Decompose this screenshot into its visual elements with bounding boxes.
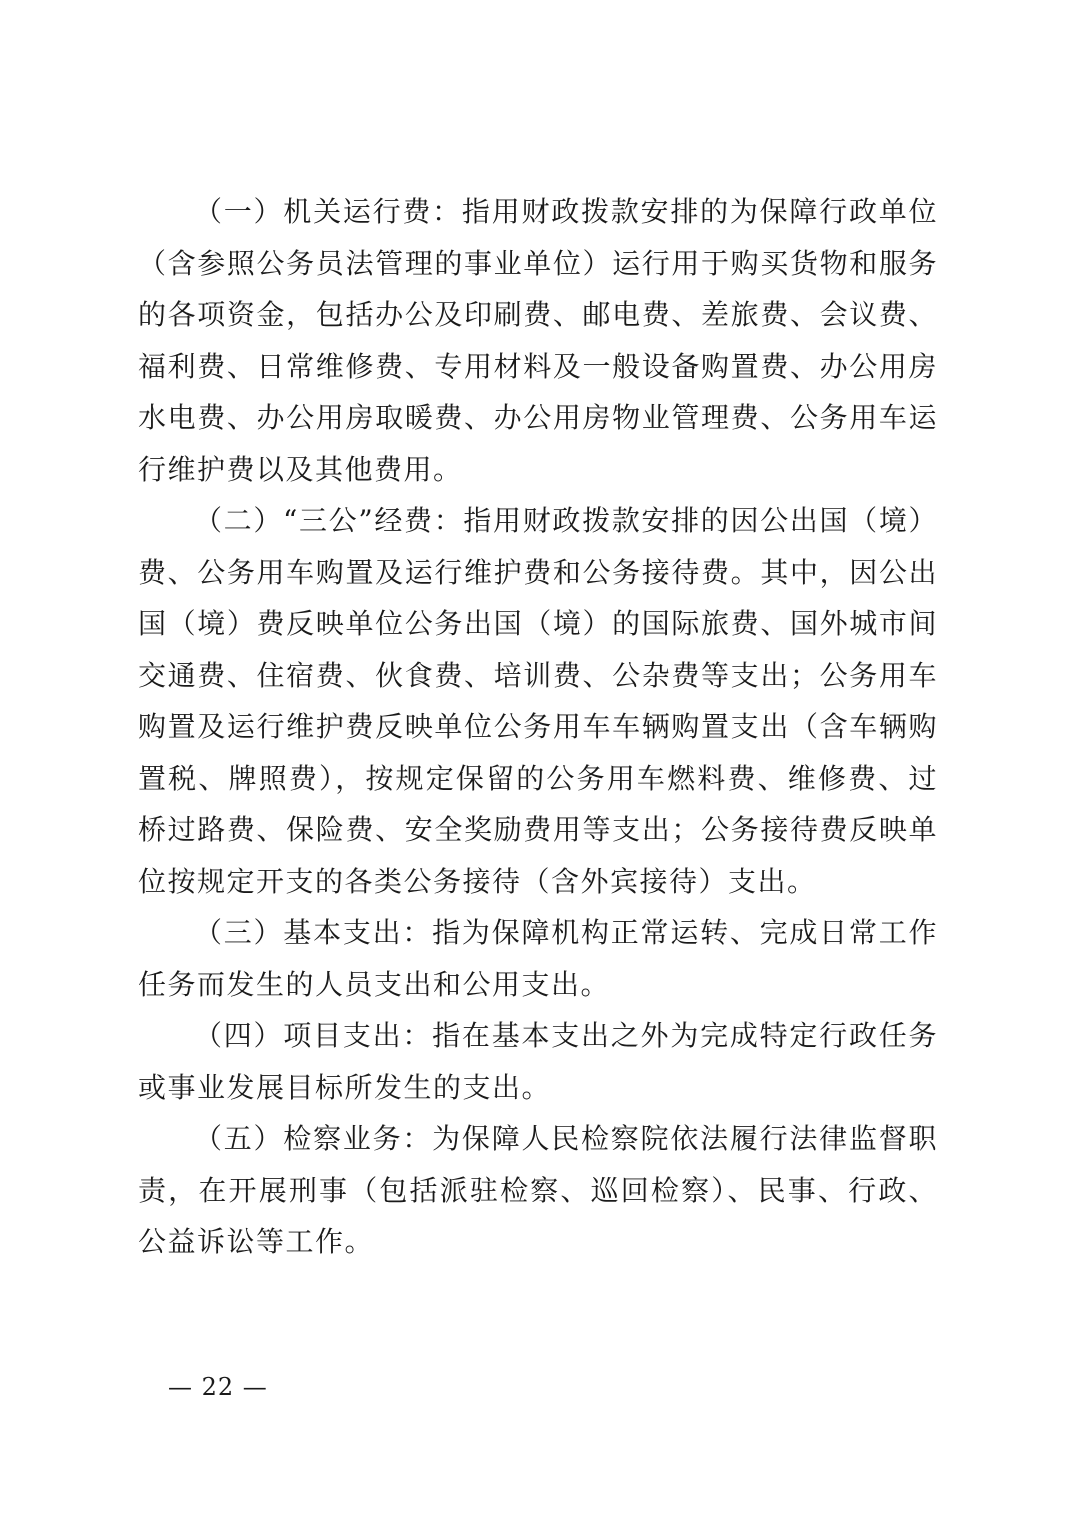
paragraph-administrative-operating-costs: （一）机关运行费：指用财政拨款安排的为保障行政单位（含参照公务员法管理的事业单位）运行用于购买货物和服务的各项资金，包括办公及印刷费、邮电费、差旅费、会议费、福利费、日常维修费、专用材料及一般设备购置费、办公用房水电费、办公用房取暖费、办公用房物业管理费、公务用车运行维护费以及其他费用。 — [138, 195, 938, 486]
page-number: — 22 — — [168, 1373, 268, 1401]
paragraph-basic-expenditure: （三）基本支出：指为保障机构正常运转、完成日常工作任务而发生的人员支出和公用支出。 — [138, 916, 938, 1001]
paragraph-procuratorial-business: （五）检察业务：为保障人民检察院依法履行法律监督职责，在开展刑事（包括派驻检察、巡回检察）、民事、行政、公益诉讼等工作。 — [138, 1122, 938, 1258]
paragraph-project-expenditure: （四）项目支出：指在基本支出之外为完成特定行政任务或事业发展目标所发生的支出。 — [138, 1019, 938, 1104]
paragraph-three-public-expenses: （二）“三公”经费：指用财政拨款安排的因公出国（境）费、公务用车购置及运行维护费和公务接待费。其中，因公出国（境）费反映单位公务出国（境）的国际旅费、国外城市间交通费、住宿费、伙食费、培训费、公杂费等支出；公务用车购置及运行维护费反映单位公务用车车辆购置支出（含车辆购置税、牌照费），按规定保留的公务用车燃料费、维修费、过桥过路费、保险费、安全奖励费用等支出；公务接待费反映单位按规定开支的各类公务接待（含外宾接待）支出。 — [138, 504, 938, 898]
document-body — [138, 186, 938, 1268]
